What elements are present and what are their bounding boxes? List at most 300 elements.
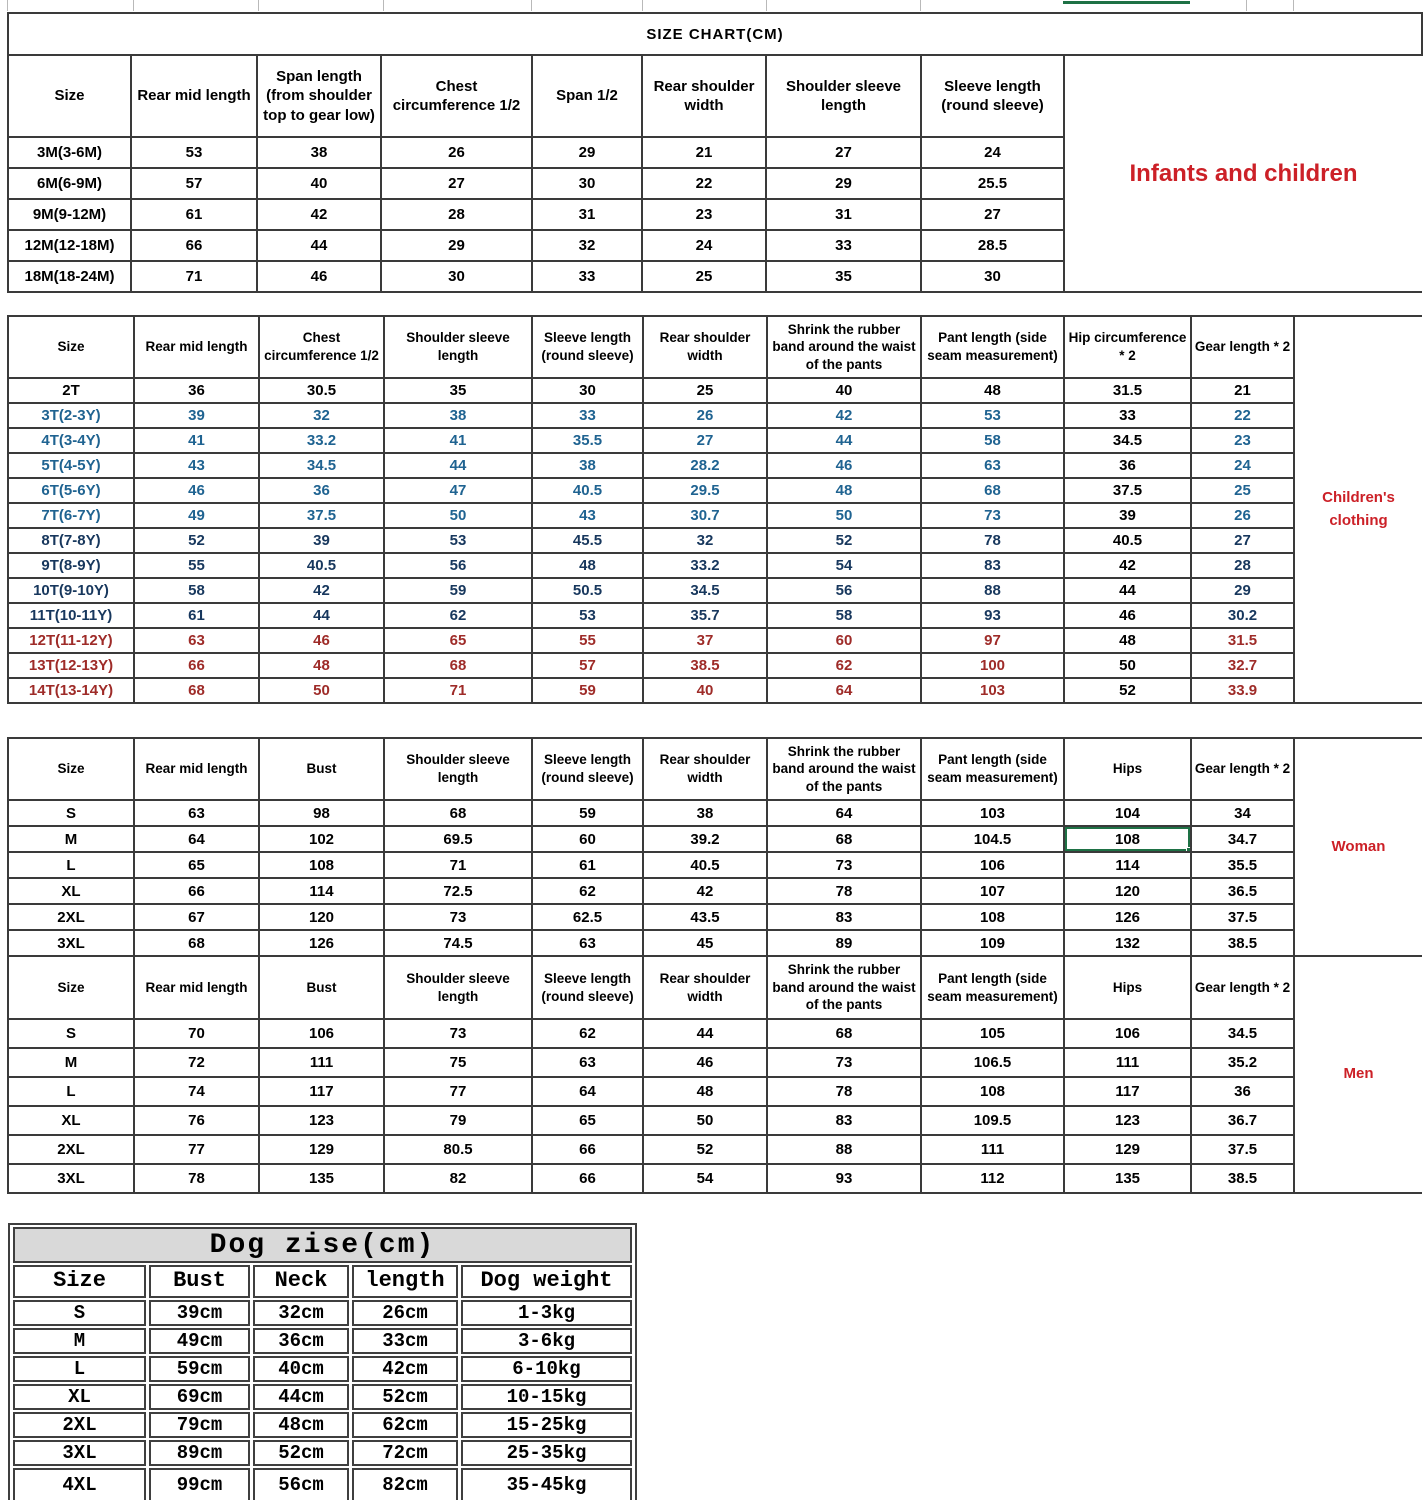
header-row <box>8 738 1422 800</box>
table-row <box>13 1300 632 1326</box>
row-size-label: 2XL <box>8 1135 134 1164</box>
row-size-label: 13T(12-13Y) <box>8 653 134 678</box>
table-cell: 71 <box>384 852 532 878</box>
column-header: Rear shoulder width <box>643 956 767 1019</box>
table-cell: 111 <box>1064 1048 1191 1077</box>
row-size-label: 3XL <box>8 930 134 956</box>
table-cell: 38.5 <box>1191 1164 1294 1193</box>
table-cell: 106 <box>259 1019 384 1048</box>
table-cell: 69.5 <box>384 826 532 852</box>
table-cell: 64 <box>532 1077 643 1106</box>
table-cell: 25 <box>642 261 766 292</box>
table-cell: 48 <box>259 653 384 678</box>
table-cell: 97 <box>921 628 1064 653</box>
table-cell: 58 <box>921 428 1064 453</box>
table-cell: 111 <box>921 1135 1064 1164</box>
row-size-label: 9T(8-9Y) <box>8 553 134 578</box>
table-cell: 106 <box>1064 1019 1191 1048</box>
table-cell: 38.5 <box>643 653 767 678</box>
table-cell: 27 <box>921 199 1064 230</box>
table-cell: 78 <box>921 528 1064 553</box>
table-cell: 50 <box>767 503 921 528</box>
table-cell: 26cm <box>352 1300 458 1326</box>
table-cell: 49cm <box>149 1328 250 1354</box>
table-cell: 30 <box>532 168 642 199</box>
table-cell: 89 <box>767 930 921 956</box>
table-cell: 40.5 <box>1064 528 1191 553</box>
table-cell: 77 <box>384 1077 532 1106</box>
table-cell: 63 <box>532 1048 643 1077</box>
column-header: Bust <box>259 738 384 800</box>
table-cell: 73 <box>767 852 921 878</box>
table-row <box>13 1468 632 1500</box>
table-cell: 40.5 <box>643 852 767 878</box>
table-cell: 28.5 <box>921 230 1064 261</box>
table-cell: 22 <box>642 168 766 199</box>
column-header: Shrink the rubber band around the waist of the pants <box>767 956 921 1019</box>
table-cell: 30 <box>532 378 643 403</box>
table-cell: 32cm <box>253 1300 349 1326</box>
table-cell: 62 <box>532 1019 643 1048</box>
table-cell: 50 <box>259 678 384 703</box>
table-cell: 52cm <box>253 1440 349 1466</box>
table-cell: 57 <box>532 653 643 678</box>
gridline-tick <box>7 0 8 11</box>
table-cell: 40 <box>257 168 381 199</box>
table-cell: 126 <box>1064 904 1191 930</box>
row-size-label: 18M(18-24M) <box>8 261 131 292</box>
table-cell: 57 <box>131 168 257 199</box>
table-row <box>8 403 1422 428</box>
table-row <box>8 852 1422 878</box>
table-cell: 34.5 <box>1064 428 1191 453</box>
table-cell: 114 <box>259 878 384 904</box>
header-row <box>8 55 1422 137</box>
table-title: SIZE CHART(CM) <box>8 13 1422 55</box>
table-cell: 107 <box>921 878 1064 904</box>
table-cell: 34 <box>1191 800 1294 826</box>
table-cell: 82 <box>384 1164 532 1193</box>
table-cell: 68 <box>134 678 259 703</box>
table-cell: 93 <box>921 603 1064 628</box>
table-cell: 29 <box>381 230 532 261</box>
table-cell: 53 <box>384 528 532 553</box>
table-cell: 83 <box>921 553 1064 578</box>
gridline-tick <box>133 0 134 11</box>
column-header: Sleeve length (round sleeve) <box>532 316 643 378</box>
table-cell: 10-15kg <box>461 1384 632 1410</box>
table-cell: 66 <box>131 230 257 261</box>
table-cell: 24 <box>921 137 1064 168</box>
table-cell: 43.5 <box>643 904 767 930</box>
table-cell: 33 <box>1064 403 1191 428</box>
row-size-label: L <box>8 1077 134 1106</box>
row-size-label: 6M(6-9M) <box>8 168 131 199</box>
table-cell: 30.2 <box>1191 603 1294 628</box>
table-cell: 61 <box>134 603 259 628</box>
table-cell: 61 <box>532 852 643 878</box>
table-cell: 36.5 <box>1191 878 1294 904</box>
table-cell: 74.5 <box>384 930 532 956</box>
table-cell: 38.5 <box>1191 930 1294 956</box>
table-cell: 106.5 <box>921 1048 1064 1077</box>
table-cell: 52 <box>134 528 259 553</box>
table-cell: 66 <box>532 1164 643 1193</box>
table-cell: 59 <box>532 678 643 703</box>
table-cell: 32.7 <box>1191 653 1294 678</box>
table-cell: 1-3kg <box>461 1300 632 1326</box>
table-cell: 28 <box>1191 553 1294 578</box>
column-header: Shrink the rubber band around the waist of the pants <box>767 316 921 378</box>
spreadsheet-gridline-strip <box>0 0 1428 12</box>
table-cell: 44 <box>259 603 384 628</box>
column-header: Shrink the rubber band around the waist of the pants <box>767 738 921 800</box>
row-size-label: S <box>8 1019 134 1048</box>
table-cell: 41 <box>134 428 259 453</box>
table-cell: 43 <box>134 453 259 478</box>
table-cell: 48cm <box>253 1412 349 1438</box>
table-cell: 40cm <box>253 1356 349 1382</box>
table-cell: 50 <box>1064 653 1191 678</box>
table-cell: 114 <box>1064 852 1191 878</box>
table-cell: 76 <box>134 1106 259 1135</box>
table-cell: 30.7 <box>643 503 767 528</box>
table-cell: 45 <box>643 930 767 956</box>
row-size-label: S <box>8 800 134 826</box>
table-cell: 46 <box>1064 603 1191 628</box>
table-cell: 58 <box>134 578 259 603</box>
row-size-label: 4T(3-4Y) <box>8 428 134 453</box>
column-header: Size <box>8 956 134 1019</box>
table-cell: 82cm <box>352 1468 458 1500</box>
gridline-tick <box>383 0 384 11</box>
table-cell: 35.5 <box>1191 852 1294 878</box>
table-cell: 72 <box>134 1048 259 1077</box>
table-cell: 60 <box>767 628 921 653</box>
table-cell: 62 <box>767 653 921 678</box>
table-cell: 93 <box>767 1164 921 1193</box>
table-cell: 26 <box>1191 503 1294 528</box>
table-cell: 56 <box>767 578 921 603</box>
table-cell: 50.5 <box>532 578 643 603</box>
table-row <box>8 628 1422 653</box>
table-row <box>13 1412 632 1438</box>
table-cell: 65 <box>134 852 259 878</box>
row-size-label: M <box>13 1328 146 1354</box>
table-row <box>8 826 1422 852</box>
table-cell: 53 <box>921 403 1064 428</box>
table-cell: 22 <box>1191 403 1294 428</box>
table-cell: 48 <box>767 478 921 503</box>
table-cell: 120 <box>1064 878 1191 904</box>
header-row <box>13 1265 632 1298</box>
table-cell: 38 <box>257 137 381 168</box>
table-cell: 25 <box>1191 478 1294 503</box>
table-cell: 38 <box>532 453 643 478</box>
table-cell: 26 <box>643 403 767 428</box>
table-cell: 27 <box>381 168 532 199</box>
table-cell: 78 <box>767 878 921 904</box>
table-cell: 46 <box>643 1048 767 1077</box>
gridline-tick <box>531 0 532 11</box>
table-cell: 52 <box>767 528 921 553</box>
column-header: Hip circumference * 2 <box>1064 316 1191 378</box>
table-cell: 88 <box>767 1135 921 1164</box>
column-header: Rear mid length <box>134 738 259 800</box>
row-size-label: 11T(10-11Y) <box>8 603 134 628</box>
table-row <box>8 603 1422 628</box>
table-cell: 27 <box>643 428 767 453</box>
table-cell: 60 <box>532 826 643 852</box>
row-size-label: 3XL <box>8 1164 134 1193</box>
column-header: Bust <box>259 956 384 1019</box>
table-cell: 77 <box>134 1135 259 1164</box>
table-row <box>8 1106 1422 1135</box>
table-cell: 33 <box>766 230 921 261</box>
row-size-label: 2XL <box>13 1412 146 1438</box>
table-cell: 99cm <box>149 1468 250 1500</box>
table-row <box>8 930 1422 956</box>
table-cell: 38 <box>384 403 532 428</box>
table-cell: 46 <box>259 628 384 653</box>
table-cell: 103 <box>921 800 1064 826</box>
table-cell: 47 <box>384 478 532 503</box>
gridline-tick <box>1293 0 1294 11</box>
table-cell: 111 <box>259 1048 384 1077</box>
table-cell: 48 <box>532 553 643 578</box>
table-cell: 79 <box>384 1106 532 1135</box>
table-cell: 44 <box>767 428 921 453</box>
table-cell: 44 <box>384 453 532 478</box>
column-header: Rear mid length <box>134 316 259 378</box>
table-cell: 100 <box>921 653 1064 678</box>
table-row <box>8 878 1422 904</box>
table-cell: 104 <box>1064 800 1191 826</box>
table-cell: 61 <box>131 199 257 230</box>
table-cell: 135 <box>1064 1164 1191 1193</box>
table-cell: 68 <box>134 930 259 956</box>
row-size-label: 5T(4-5Y) <box>8 453 134 478</box>
table-cell: 88 <box>921 578 1064 603</box>
column-header: Shoulder sleeve length <box>384 738 532 800</box>
table-cell: 35 <box>384 378 532 403</box>
table-cell: 129 <box>1064 1135 1191 1164</box>
table-row <box>8 1077 1422 1106</box>
table-cell: 73 <box>384 904 532 930</box>
table-cell: 103 <box>921 678 1064 703</box>
table-cell: 29.5 <box>643 478 767 503</box>
column-header: Chest circumference 1/2 <box>381 55 532 137</box>
table-cell: 67 <box>134 904 259 930</box>
table-cell: 33cm <box>352 1328 458 1354</box>
table-cell: 31.5 <box>1064 378 1191 403</box>
gridline-tick <box>258 0 259 11</box>
header-row <box>8 316 1422 378</box>
group-label: Men <box>1294 956 1422 1193</box>
table-cell: 32 <box>532 230 642 261</box>
table-cell: 39 <box>134 403 259 428</box>
table-cell: 66 <box>532 1135 643 1164</box>
table-cell: 56 <box>384 553 532 578</box>
column-header: Size <box>13 1265 146 1298</box>
table-cell: 106 <box>921 852 1064 878</box>
column-header: Size <box>8 55 131 137</box>
table-cell: 109.5 <box>921 1106 1064 1135</box>
table-cell: 31.5 <box>1191 628 1294 653</box>
table-cell: 27 <box>766 137 921 168</box>
table-cell: 28.2 <box>643 453 767 478</box>
table-cell: 34.5 <box>643 578 767 603</box>
table-cell: 36cm <box>253 1328 349 1354</box>
row-size-label: 12T(11-12Y) <box>8 628 134 653</box>
column-header: Neck <box>253 1265 349 1298</box>
table-cell: 64 <box>767 800 921 826</box>
row-size-label: 3XL <box>13 1440 146 1466</box>
row-size-label: 12M(12-18M) <box>8 230 131 261</box>
row-size-label: XL <box>13 1384 146 1410</box>
table-cell: 50 <box>643 1106 767 1135</box>
table-row <box>8 904 1422 930</box>
table-cell: 32 <box>643 528 767 553</box>
table-cell: 55 <box>134 553 259 578</box>
table-cell: 79cm <box>149 1412 250 1438</box>
group-label: Infants and children <box>1064 55 1422 292</box>
table-cell: 39 <box>259 528 384 553</box>
table-cell: 26 <box>381 137 532 168</box>
column-header: Rear shoulder width <box>643 738 767 800</box>
table-cell: 55 <box>532 628 643 653</box>
table-cell: 39.2 <box>643 826 767 852</box>
table-cell: 37.5 <box>1191 904 1294 930</box>
table-row <box>8 453 1422 478</box>
table-cell: 59cm <box>149 1356 250 1382</box>
table-cell: 21 <box>642 137 766 168</box>
table-cell: 52 <box>1064 678 1191 703</box>
table-cell: 25-35kg <box>461 1440 632 1466</box>
row-size-label: 9M(9-12M) <box>8 199 131 230</box>
table-cell: 73 <box>767 1048 921 1077</box>
table-cell: 44 <box>257 230 381 261</box>
table-cell: 63 <box>921 453 1064 478</box>
table-cell: 38 <box>643 800 767 826</box>
table-cell: 126 <box>259 930 384 956</box>
table-cell: 64 <box>767 678 921 703</box>
column-header: Dog weight <box>461 1265 632 1298</box>
table-cell: 45.5 <box>532 528 643 553</box>
table-cell: 28 <box>381 199 532 230</box>
table-cell: 83 <box>767 904 921 930</box>
table-cell: 44cm <box>253 1384 349 1410</box>
table-row <box>13 1328 632 1354</box>
table-cell: 75 <box>384 1048 532 1077</box>
table-cell: 33.2 <box>643 553 767 578</box>
row-size-label: S <box>13 1300 146 1326</box>
table-cell: 31 <box>766 199 921 230</box>
table-cell: 40.5 <box>532 478 643 503</box>
table-cell: 72cm <box>352 1440 458 1466</box>
table-cell: 46 <box>767 453 921 478</box>
table-cell: 42 <box>1064 553 1191 578</box>
selection-column-indicator <box>1063 1 1190 4</box>
group-label: Woman <box>1294 738 1422 956</box>
table-cell: 43 <box>532 503 643 528</box>
table-cell: 40 <box>643 678 767 703</box>
table-cell: 54 <box>643 1164 767 1193</box>
table-title: Dog zise(cm) <box>13 1227 632 1263</box>
table-cell: 53 <box>532 603 643 628</box>
table-cell: 24 <box>642 230 766 261</box>
column-header: Hips <box>1064 956 1191 1019</box>
table-cell: 62cm <box>352 1412 458 1438</box>
row-size-label: 2T <box>8 378 134 403</box>
column-header: Gear length * 2 <box>1191 738 1294 800</box>
table-cell: 40.5 <box>259 553 384 578</box>
row-size-label: 4XL <box>13 1468 146 1500</box>
table-cell: 80.5 <box>384 1135 532 1164</box>
table-row <box>13 1356 632 1382</box>
row-size-label: M <box>8 1048 134 1077</box>
table-row <box>8 1135 1422 1164</box>
table-cell: 58 <box>767 603 921 628</box>
row-size-label: 2XL <box>8 904 134 930</box>
table-cell: 37.5 <box>1064 478 1191 503</box>
table-cell: 83 <box>767 1106 921 1135</box>
column-header: Rear shoulder width <box>642 55 766 137</box>
table-cell: 74 <box>134 1077 259 1106</box>
row-size-label: 3M(3-6M) <box>8 137 131 168</box>
column-header: Hips <box>1064 738 1191 800</box>
table-cell: 117 <box>259 1077 384 1106</box>
table-row <box>8 478 1422 503</box>
table-cell: 68 <box>767 826 921 852</box>
table-cell: 37 <box>643 628 767 653</box>
table-row <box>8 528 1422 553</box>
table-cell: 30.5 <box>259 378 384 403</box>
table-cell: 46 <box>257 261 381 292</box>
row-size-label: 14T(13-14Y) <box>8 678 134 703</box>
table-cell: 33 <box>532 403 643 428</box>
table-cell: 3-6kg <box>461 1328 632 1354</box>
column-header: Rear shoulder width <box>643 316 767 378</box>
table-cell: 40 <box>767 378 921 403</box>
table-cell: 33.9 <box>1191 678 1294 703</box>
table-cell: 68 <box>384 800 532 826</box>
table-cell: 62 <box>532 878 643 904</box>
table-cell: 42 <box>767 403 921 428</box>
table-row <box>8 553 1422 578</box>
table-row <box>13 1440 632 1466</box>
column-header: Bust <box>149 1265 250 1298</box>
table-cell: 56cm <box>253 1468 349 1500</box>
column-header: Pant length (side seam measurement) <box>921 316 1064 378</box>
table-cell: 52 <box>643 1135 767 1164</box>
table-cell: 59 <box>384 578 532 603</box>
table-cell: 25 <box>643 378 767 403</box>
table-cell: 123 <box>259 1106 384 1135</box>
header-row <box>8 956 1422 1019</box>
table-cell: 73 <box>921 503 1064 528</box>
table-cell: 66 <box>134 878 259 904</box>
table-cell: 68 <box>767 1019 921 1048</box>
table-cell: 30 <box>381 261 532 292</box>
row-size-label: 10T(9-10Y) <box>8 578 134 603</box>
table-cell: 68 <box>921 478 1064 503</box>
table-cell: 68 <box>384 653 532 678</box>
table-cell: 24 <box>1191 453 1294 478</box>
table-cell: 33.2 <box>259 428 384 453</box>
table-cell: 29 <box>766 168 921 199</box>
table-cell: 35.5 <box>532 428 643 453</box>
